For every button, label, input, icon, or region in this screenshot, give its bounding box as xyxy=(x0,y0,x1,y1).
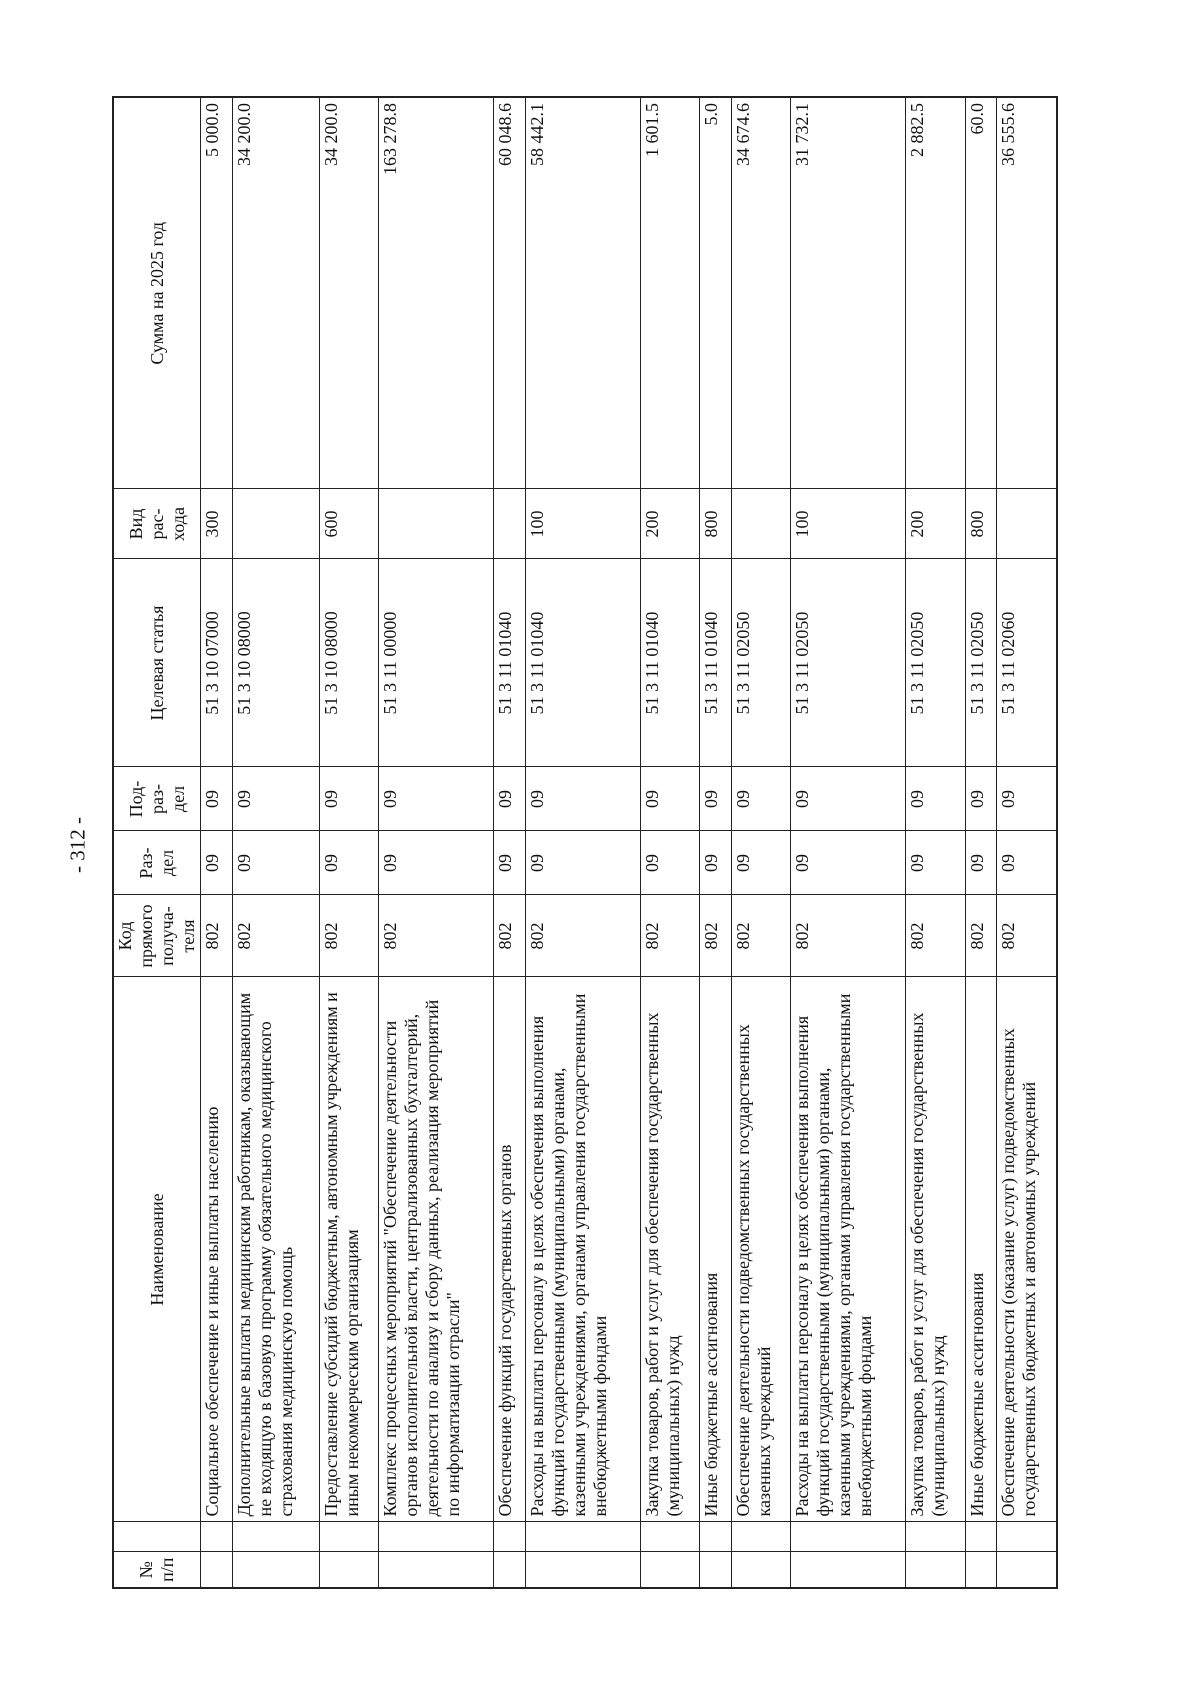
cell-name: Расходы на выплаты персоналу в целях обеспечения выполнения функций государственными (муниципальными) органами, казенными учреждениями, органами управления государственными внебюджетными фондами xyxy=(525,977,640,1522)
cell-section: 09 xyxy=(232,831,319,895)
cell-spacer xyxy=(906,1522,965,1552)
header-expense-type: Вид рас- хода xyxy=(113,489,201,559)
table-row xyxy=(379,97,494,1588)
cell-name: Социальное обеспечение и иные выплаты населению xyxy=(201,977,233,1522)
table-row xyxy=(494,97,526,1588)
cell-spacer xyxy=(731,1522,790,1552)
cell-expense-type xyxy=(379,489,494,559)
cell-num xyxy=(906,1552,965,1588)
cell-name: Комплекс процессных мероприятий "Обеспечение деятельности органов исполнительной власти, централизованных бухгалтерий, деятельности по анализу и сбору данных, реализация мероприятий по информатизации отрасли" xyxy=(379,977,494,1522)
cell-spacer xyxy=(379,1522,494,1552)
header-subsection: Под- раз- дел xyxy=(113,767,201,831)
cell-subsection: 09 xyxy=(379,767,494,831)
cell-amount: 58 442.1 xyxy=(525,97,640,489)
table-row xyxy=(997,97,1057,1588)
budget-table-rotated xyxy=(112,98,1058,1589)
cell-recipient-code: 802 xyxy=(494,895,526,977)
page-number xyxy=(58,790,98,900)
cell-recipient-code: 802 xyxy=(731,895,790,977)
header-section: Раз- дел xyxy=(113,831,201,895)
cell-num xyxy=(494,1552,526,1588)
cell-target: 51 3 11 02050 xyxy=(965,559,997,767)
cell-target: 51 3 11 01040 xyxy=(640,559,699,767)
cell-expense-type xyxy=(232,489,319,559)
cell-spacer xyxy=(700,1522,732,1552)
cell-amount: 60.0 xyxy=(965,97,997,489)
cell-num xyxy=(232,1552,319,1588)
cell-num xyxy=(319,1552,378,1588)
cell-target: 51 3 10 08000 xyxy=(232,559,319,767)
cell-target: 51 3 10 07000 xyxy=(201,559,233,767)
cell-target: 51 3 11 00000 xyxy=(379,559,494,767)
cell-subsection: 09 xyxy=(965,767,997,831)
cell-section: 09 xyxy=(965,831,997,895)
cell-target: 51 3 11 02050 xyxy=(791,559,906,767)
cell-name: Обеспечение деятельности подведомственных государственных казенных учреждений xyxy=(731,977,790,1522)
cell-expense-type xyxy=(997,489,1057,559)
cell-amount: 163 278.8 xyxy=(379,97,494,489)
cell-name: Иные бюджетные ассигнования xyxy=(700,977,732,1522)
cell-amount: 2 882.5 xyxy=(906,97,965,489)
cell-amount: 34 200.0 xyxy=(319,97,378,489)
table-row xyxy=(640,97,699,1588)
cell-section: 09 xyxy=(379,831,494,895)
cell-target: 51 3 11 01040 xyxy=(494,559,526,767)
table-body xyxy=(201,97,1058,1588)
cell-section: 09 xyxy=(791,831,906,895)
cell-amount: 36 555.6 xyxy=(997,97,1057,489)
budget-table xyxy=(112,96,1058,1589)
header-name: Наименование xyxy=(113,977,201,1522)
cell-subsection: 09 xyxy=(201,767,233,831)
cell-subsection: 09 xyxy=(731,767,790,831)
cell-amount: 34 200.0 xyxy=(232,97,319,489)
cell-subsection: 09 xyxy=(319,767,378,831)
cell-subsection: 09 xyxy=(232,767,319,831)
header-amount: Сумма на 2025 год xyxy=(113,97,201,489)
cell-target: 51 3 10 08000 xyxy=(319,559,378,767)
table-row xyxy=(319,97,378,1588)
cell-subsection: 09 xyxy=(791,767,906,831)
cell-section: 09 xyxy=(494,831,526,895)
cell-num xyxy=(640,1552,699,1588)
cell-name: Закупка товаров, работ и услуг для обеспечения государственных (муниципальных) нужд xyxy=(906,977,965,1522)
cell-spacer xyxy=(494,1522,526,1552)
cell-subsection: 09 xyxy=(640,767,699,831)
header-spacer xyxy=(113,1522,201,1552)
cell-target: 51 3 11 01040 xyxy=(700,559,732,767)
cell-spacer xyxy=(525,1522,640,1552)
cell-expense-type: 200 xyxy=(906,489,965,559)
cell-section: 09 xyxy=(319,831,378,895)
cell-num xyxy=(201,1552,233,1588)
cell-spacer xyxy=(791,1522,906,1552)
page-number-text: - 312 - xyxy=(65,817,90,873)
table-row xyxy=(906,97,965,1588)
table-row xyxy=(201,97,233,1588)
cell-recipient-code: 802 xyxy=(965,895,997,977)
cell-section: 09 xyxy=(700,831,732,895)
cell-recipient-code: 802 xyxy=(906,895,965,977)
cell-section: 09 xyxy=(731,831,790,895)
cell-subsection: 09 xyxy=(700,767,732,831)
cell-expense-type: 100 xyxy=(525,489,640,559)
cell-subsection: 09 xyxy=(525,767,640,831)
cell-section: 09 xyxy=(906,831,965,895)
cell-subsection: 09 xyxy=(494,767,526,831)
cell-amount: 31 732.1 xyxy=(791,97,906,489)
cell-recipient-code: 802 xyxy=(525,895,640,977)
cell-spacer xyxy=(640,1522,699,1552)
cell-num xyxy=(731,1552,790,1588)
cell-amount: 1 601.5 xyxy=(640,97,699,489)
cell-expense-type: 800 xyxy=(700,489,732,559)
cell-name: Закупка товаров, работ и услуг для обеспечения государственных (муниципальных) нужд xyxy=(640,977,699,1522)
cell-name: Предоставление субсидий бюджетным, автономным учреждениям и иным некоммерческим организациям xyxy=(319,977,378,1522)
cell-recipient-code: 802 xyxy=(319,895,378,977)
cell-recipient-code: 802 xyxy=(997,895,1057,977)
cell-amount: 5 000.0 xyxy=(201,97,233,489)
cell-amount: 34 674.6 xyxy=(731,97,790,489)
cell-section: 09 xyxy=(201,831,233,895)
cell-name: Иные бюджетные ассигнования xyxy=(965,977,997,1522)
header-num: № п/п xyxy=(113,1552,201,1588)
cell-section: 09 xyxy=(640,831,699,895)
cell-target: 51 3 11 02050 xyxy=(731,559,790,767)
table-row xyxy=(791,97,906,1588)
cell-recipient-code: 802 xyxy=(791,895,906,977)
cell-expense-type: 200 xyxy=(640,489,699,559)
cell-num xyxy=(525,1552,640,1588)
cell-spacer xyxy=(232,1522,319,1552)
cell-recipient-code: 802 xyxy=(640,895,699,977)
cell-amount: 5.0 xyxy=(700,97,732,489)
cell-num xyxy=(997,1552,1057,1588)
cell-target: 51 3 11 02060 xyxy=(997,559,1057,767)
cell-section: 09 xyxy=(997,831,1057,895)
header-target: Целевая статья xyxy=(113,559,201,767)
cell-expense-type: 600 xyxy=(319,489,378,559)
table-row xyxy=(731,97,790,1588)
cell-name: Расходы на выплаты персоналу в целях обеспечения выполнения функций государственными (муниципальными) органами, казенными учреждениями, органами управления государственными внебюджетными фондами xyxy=(791,977,906,1522)
cell-spacer xyxy=(965,1522,997,1552)
cell-expense-type xyxy=(731,489,790,559)
cell-name: Дополнительные выплаты медицинским работникам, оказывающим не входящую в базовую программу обязательного медицинского страхования медицинскую помощь xyxy=(232,977,319,1522)
cell-num xyxy=(791,1552,906,1588)
cell-num xyxy=(700,1552,732,1588)
cell-subsection: 09 xyxy=(906,767,965,831)
header-recipient-code: Код прямого получа- теля xyxy=(113,895,201,977)
cell-name: Обеспечение функций государственных органов xyxy=(494,977,526,1522)
cell-expense-type xyxy=(494,489,526,559)
table-header-row xyxy=(113,97,201,1588)
cell-recipient-code: 802 xyxy=(232,895,319,977)
cell-expense-type: 800 xyxy=(965,489,997,559)
cell-spacer xyxy=(201,1522,233,1552)
cell-recipient-code: 802 xyxy=(379,895,494,977)
table-row xyxy=(700,97,732,1588)
cell-recipient-code: 802 xyxy=(700,895,732,977)
cell-target: 51 3 11 02050 xyxy=(906,559,965,767)
cell-expense-type: 300 xyxy=(201,489,233,559)
cell-subsection: 09 xyxy=(997,767,1057,831)
cell-spacer xyxy=(997,1522,1057,1552)
cell-target: 51 3 11 01040 xyxy=(525,559,640,767)
table-row xyxy=(525,97,640,1588)
cell-expense-type: 100 xyxy=(791,489,906,559)
cell-spacer xyxy=(319,1522,378,1552)
cell-amount: 60 048.6 xyxy=(494,97,526,489)
table-row xyxy=(232,97,319,1588)
cell-name: Обеспечение деятельности (оказание услуг) подведомственных государственных бюджетных и автономных учреждений xyxy=(997,977,1057,1522)
cell-recipient-code: 802 xyxy=(201,895,233,977)
table-row xyxy=(965,97,997,1588)
cell-num xyxy=(965,1552,997,1588)
cell-section: 09 xyxy=(525,831,640,895)
cell-num xyxy=(379,1552,494,1588)
